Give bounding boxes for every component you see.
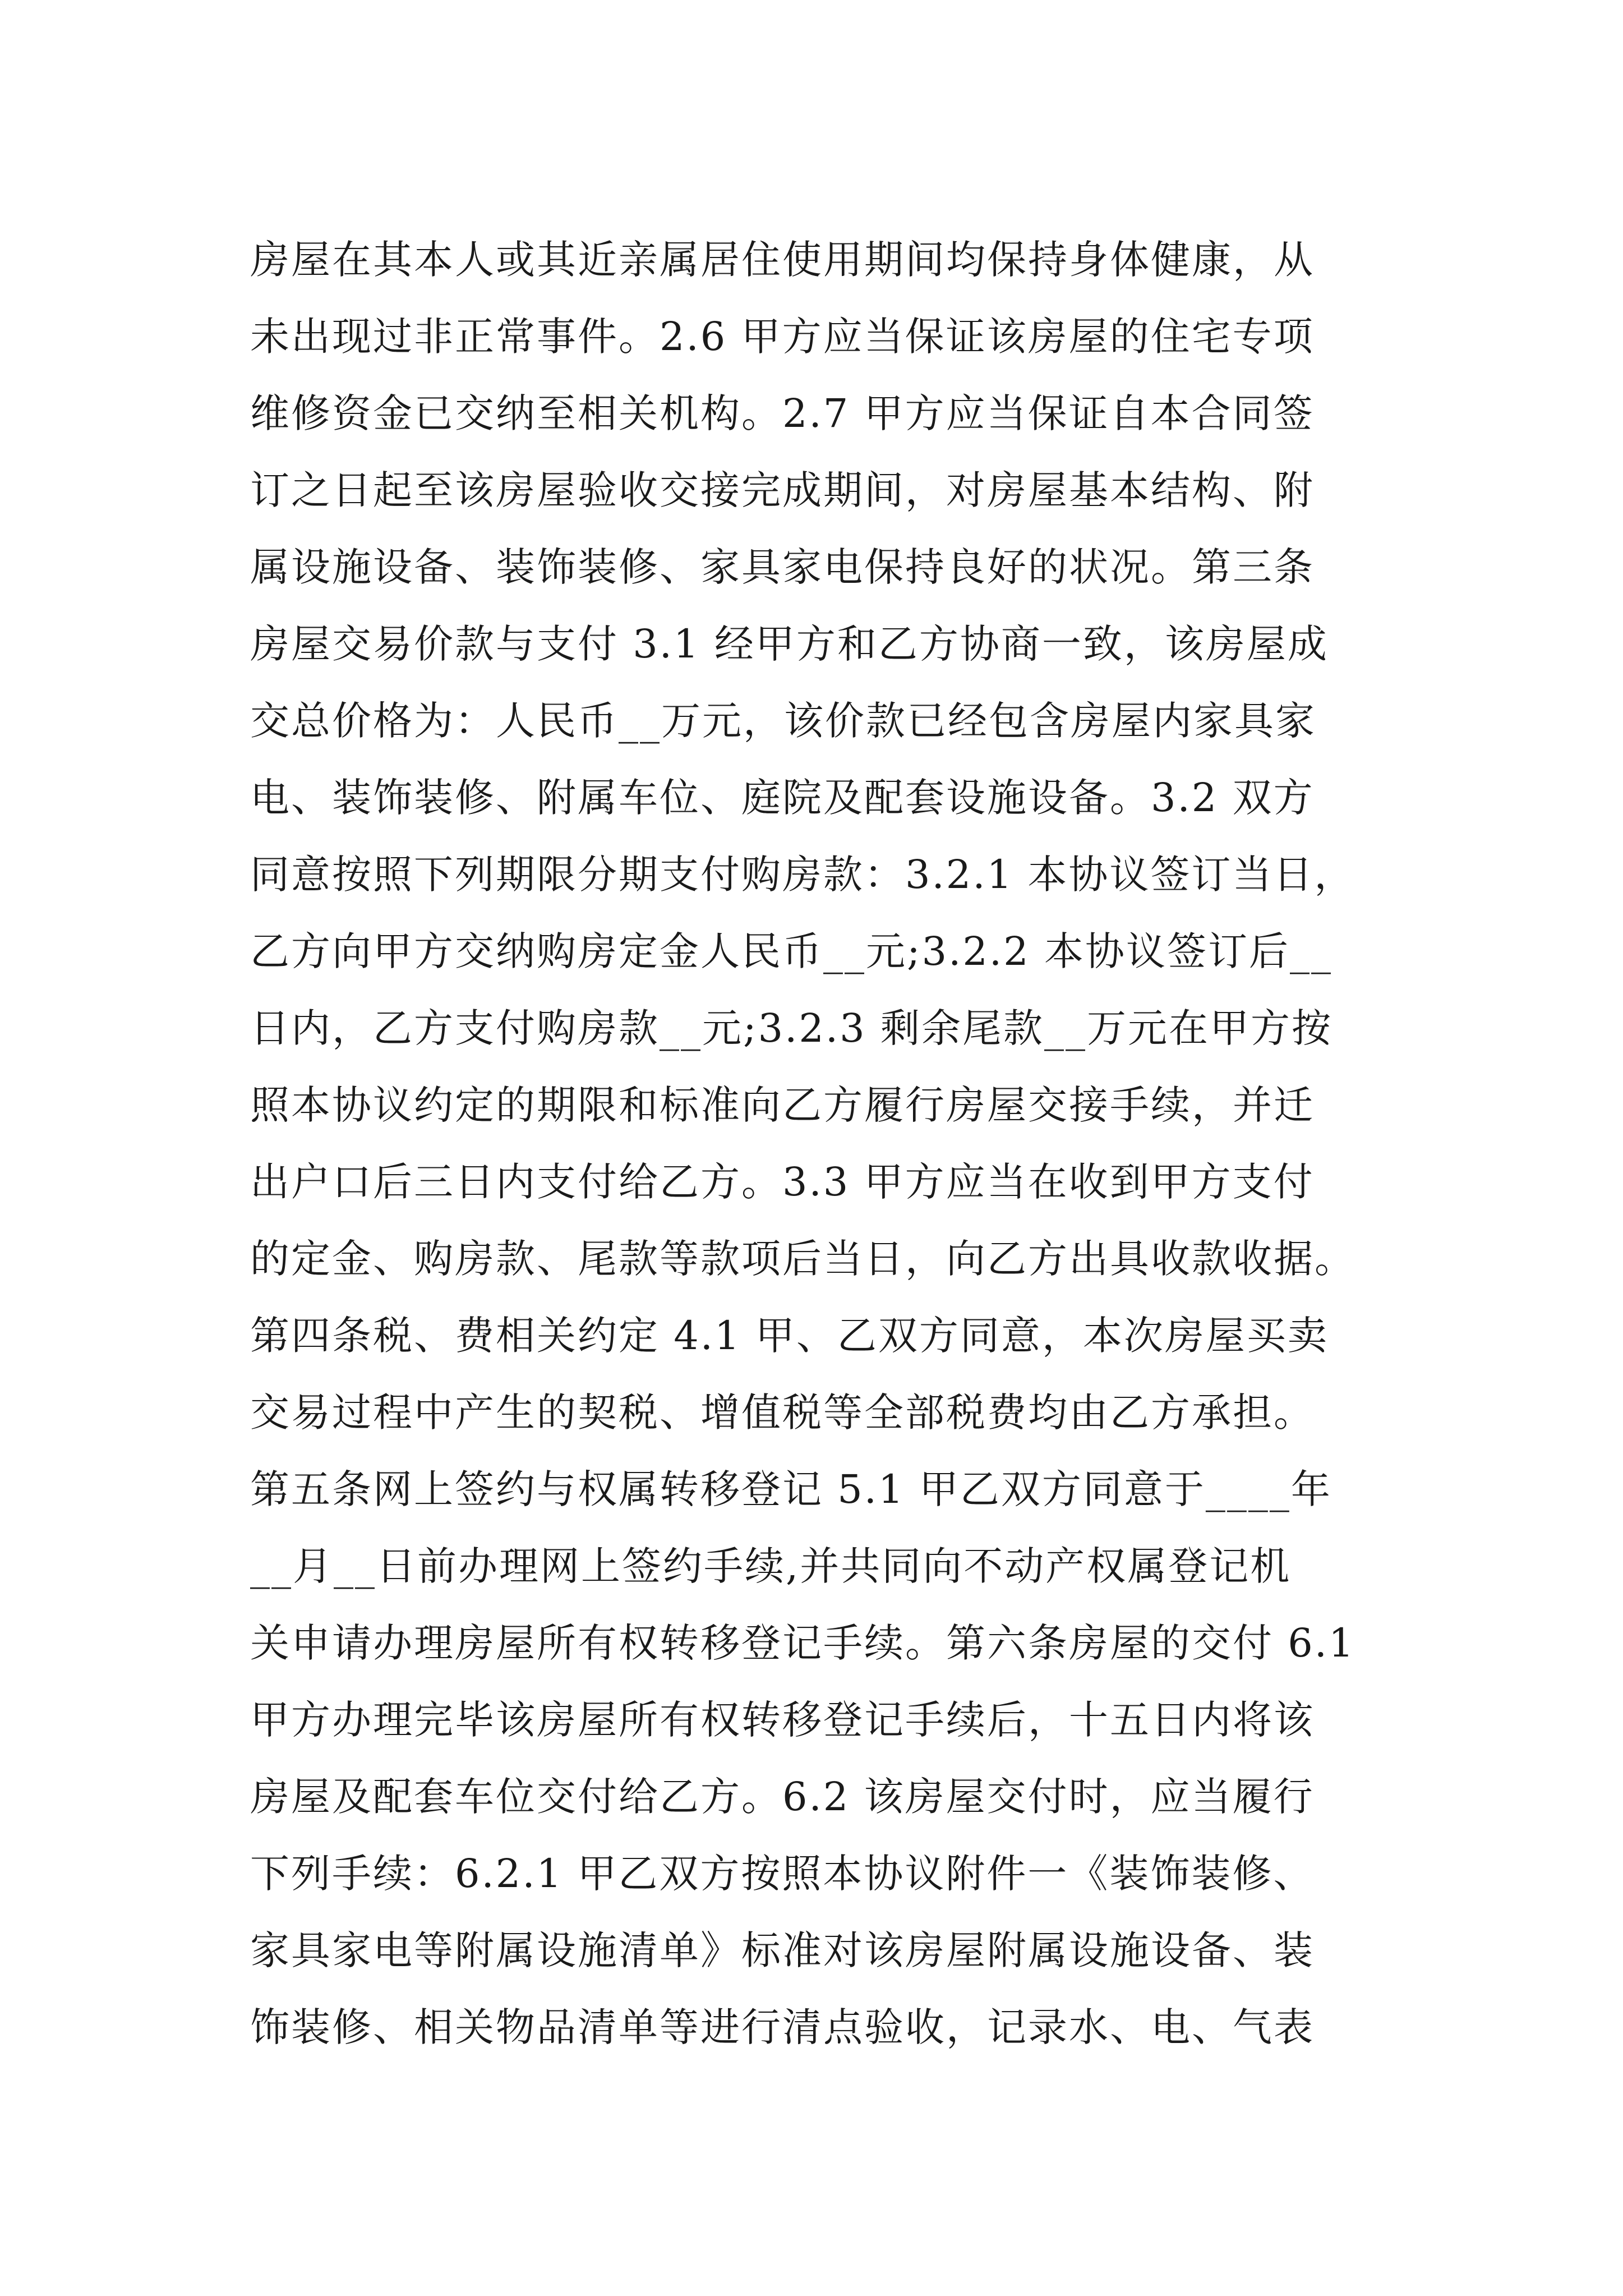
text-line: 电、装饰装修、附属车位、庭院及配套设施设备。3.2 双方 [250,775,1315,821]
text-line: 第四条税、费相关约定 4.1 甲、乙双方同意，本次房屋买卖 [250,1313,1329,1359]
text-line: 日内，乙方支付购房款__元;3.2.3 剩余尾款__万元在甲方按 [250,1005,1332,1051]
text-line: 交易过程中产生的契税、增值税等全部税费均由乙方承担。 [250,1389,1315,1435]
text-line: 房屋在其本人或其近亲属居住使用期间均保持身体健康，从 [250,237,1315,283]
text-line: 乙方向甲方交纳购房定金人民币__元;3.2.2 本协议签订后__ [250,928,1332,974]
text-line: 照本协议约定的期限和标准向乙方履行房屋交接手续，并迁 [250,1082,1315,1128]
text-line: 的定金、购房款、尾款等款项后当日，向乙方出具收款收据。 [250,1236,1355,1282]
text-line: 维修资金已交纳至相关机构。2.7 甲方应当保证自本合同签 [250,390,1315,436]
text-line: 关申请办理房屋所有权转移登记手续。第六条房屋的交付 6.1 [250,1620,1355,1666]
text-line: 交总价格为：人民币__万元，该价款已经包含房屋内家具家 [250,698,1316,744]
text-line: 房屋交易价款与支付 3.1 经甲方和乙方协商一致，该房屋成 [250,621,1329,667]
text-line: 出户口后三日内支付给乙方。3.3 甲方应当在收到甲方支付 [250,1159,1315,1205]
text-line: 家具家电等附属设施清单》标准对该房屋附属设施设备、装 [250,1927,1315,1973]
text-line: __月__日前办理网上签约手续,并共同向不动产权属登记机 [250,1543,1292,1589]
text-line: 订之日起至该房屋验收交接完成期间，对房屋基本结构、附 [250,467,1315,513]
text-line: 饰装修、相关物品清单等进行清点验收，记录水、电、气表 [250,2004,1315,2050]
text-line: 甲方办理完毕该房屋所有权转移登记手续后，十五日内将该 [250,1697,1315,1743]
text-line: 同意按照下列期限分期支付购房款：3.2.1 本协议签订当日， [250,852,1355,898]
body-text [250,222,1433,2066]
text-line: 未出现过非正常事件。2.6 甲方应当保证该房屋的住宅专项 [250,314,1315,360]
text-line: 属设施设备、装饰装修、家具家电保持良好的状况。第三条 [250,544,1315,590]
text-line: 下列手续：6.2.1 甲乙双方按照本协议附件一《装饰装修、 [250,1851,1315,1897]
text-line: 房屋及配套车位交付给乙方。6.2 该房屋交付时，应当履行 [250,1774,1315,1820]
text-line: 第五条网上签约与权属转移登记 5.1 甲乙双方同意于____年 [250,1466,1332,1512]
